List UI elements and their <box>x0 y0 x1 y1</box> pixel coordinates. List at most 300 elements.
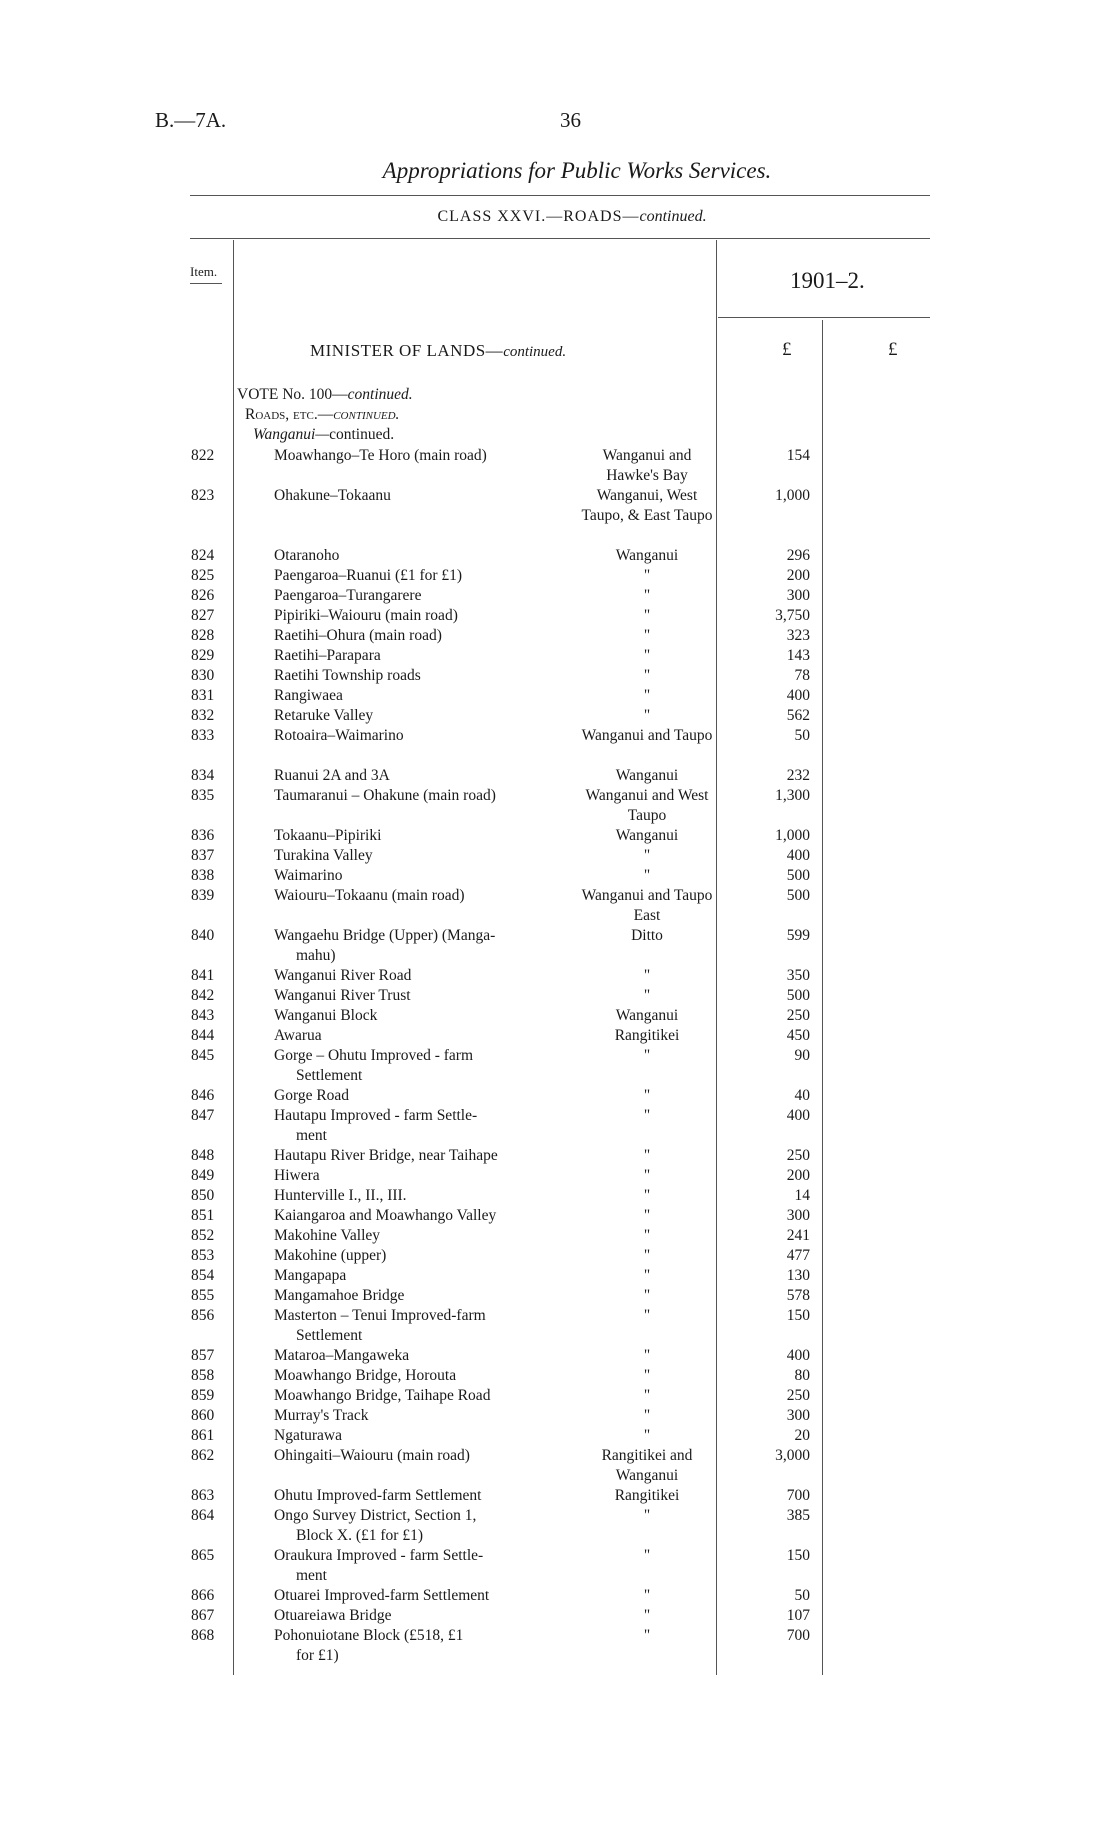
table-row <box>0 886 1114 926</box>
table-row <box>0 666 1114 686</box>
table-row <box>0 586 1114 606</box>
item-name <box>274 606 579 626</box>
item-district: Wanganui and Taupo <box>581 727 713 744</box>
item-name-text: Rangiwaea <box>274 687 343 704</box>
item-number: 859 <box>191 1387 215 1404</box>
item-district: " <box>643 667 651 684</box>
item-name-text: Pohonuiotane Block (£518, £1 <box>274 1627 464 1644</box>
item-name <box>274 1006 579 1026</box>
table-row <box>0 1446 1114 1486</box>
item-district: " <box>643 1267 651 1284</box>
table-row <box>0 1286 1114 1306</box>
item-amount: 500 <box>786 887 810 904</box>
item-name <box>274 886 579 906</box>
item-district: Wanganui <box>615 767 679 784</box>
item-amount: 296 <box>786 547 810 564</box>
item-district: " <box>643 1247 651 1264</box>
item-name <box>274 1426 579 1446</box>
item-amount: 578 <box>786 1287 810 1304</box>
item-district: " <box>643 1087 651 1104</box>
table-row <box>0 486 1114 546</box>
item-number: 834 <box>191 767 215 784</box>
table-row <box>0 1086 1114 1106</box>
item-name-text: Moawhango–Te Horo (main road) <box>274 447 487 464</box>
item-district: " <box>643 1227 651 1244</box>
item-number: 823 <box>191 487 215 504</box>
item-number: 850 <box>191 1187 215 1204</box>
item-name-text: Raetihi–Parapara <box>274 647 381 664</box>
district-subheading-continued: continued. <box>329 426 395 443</box>
item-name <box>274 986 579 1006</box>
item-district: Wanganui <box>615 827 679 844</box>
table-row <box>0 646 1114 666</box>
item-name <box>274 626 579 646</box>
item-name <box>274 586 579 606</box>
item-amount: 90 <box>794 1047 810 1064</box>
item-amount: 150 <box>786 1547 810 1564</box>
item-name-text: Hautapu Improved - farm Settle- <box>274 1107 478 1124</box>
item-district: " <box>643 1547 651 1564</box>
item-number: 845 <box>191 1047 215 1064</box>
item-district: " <box>643 967 651 984</box>
item-district: " <box>643 687 651 704</box>
item-amount: 241 <box>786 1227 810 1244</box>
item-number: 868 <box>191 1627 215 1644</box>
item-name-text: Mataroa–Mangaweka <box>274 1347 410 1364</box>
item-number: 835 <box>191 787 215 804</box>
item-name <box>274 706 579 726</box>
item-amount: 143 <box>786 647 810 664</box>
item-number: 825 <box>191 567 215 584</box>
item-name-text: Wanganui River Trust <box>274 987 411 1004</box>
item-amount: 20 <box>794 1427 810 1444</box>
item-name <box>274 1386 579 1406</box>
table-row <box>0 1506 1114 1546</box>
table-row <box>0 826 1114 846</box>
item-amount: 477 <box>786 1247 810 1264</box>
item-number: 862 <box>191 1447 215 1464</box>
item-number: 840 <box>191 927 215 944</box>
item-name-text: Waiouru–Tokaanu (main road) <box>274 887 465 904</box>
item-name <box>274 1266 579 1286</box>
item-number: 832 <box>191 707 215 724</box>
table-row <box>0 866 1114 886</box>
table-row <box>0 686 1114 706</box>
item-name <box>274 1186 579 1206</box>
item-district: " <box>643 987 651 1004</box>
item-name-text: Ngaturawa <box>274 1427 342 1444</box>
item-number: 827 <box>191 607 215 624</box>
item-name-text: Hunterville I., II., III. <box>274 1187 407 1204</box>
item-name <box>274 666 579 686</box>
item-district: " <box>643 1307 651 1324</box>
item-number: 826 <box>191 587 215 604</box>
item-district: " <box>643 1627 651 1644</box>
item-amount: 130 <box>786 1267 810 1284</box>
item-district: " <box>643 1407 651 1424</box>
item-name <box>274 446 579 466</box>
item-name-text: Mangamahoe Bridge <box>274 1287 405 1304</box>
class-heading-continued: continued. <box>639 208 707 225</box>
table-row <box>0 1426 1114 1446</box>
pound-sign-col1: £ <box>782 339 792 360</box>
item-number: 846 <box>191 1087 215 1104</box>
table-row <box>0 1006 1114 1026</box>
table-row <box>0 1486 1114 1506</box>
item-number: 855 <box>191 1287 215 1304</box>
item-name <box>274 786 579 806</box>
item-name <box>274 1546 579 1586</box>
table-row <box>0 786 1114 826</box>
item-name-text: Moawhango Bridge, Taihape Road <box>274 1387 491 1404</box>
item-name <box>274 546 579 566</box>
item-amount: 200 <box>786 1167 810 1184</box>
item-district: " <box>643 1147 651 1164</box>
item-name-text: Mangapapa <box>274 1267 347 1284</box>
minister-heading-continued: continued. <box>503 344 567 360</box>
item-district: " <box>643 867 651 884</box>
item-name <box>274 1146 579 1166</box>
item-district: Rangitikei <box>614 1027 680 1044</box>
item-name-continuation: for £1) <box>296 1647 339 1664</box>
item-name-text: Wangaehu Bridge (Upper) (Manga- <box>274 927 496 944</box>
item-name <box>274 1346 579 1366</box>
item-name-continuation: ment <box>296 1567 327 1584</box>
item-name-text: Makohine (upper) <box>274 1247 387 1264</box>
item-number: 837 <box>191 847 215 864</box>
item-name-text: Makohine Valley <box>274 1227 381 1244</box>
item-district: " <box>643 847 651 864</box>
item-number: 849 <box>191 1167 215 1184</box>
item-number: 858 <box>191 1367 215 1384</box>
item-number: 828 <box>191 627 215 644</box>
item-number: 851 <box>191 1207 215 1224</box>
item-amount: 154 <box>786 447 810 464</box>
item-number: 848 <box>191 1147 215 1164</box>
item-number: 836 <box>191 827 215 844</box>
item-amount: 250 <box>786 1147 810 1164</box>
item-amount: 107 <box>786 1607 810 1624</box>
item-amount: 385 <box>786 1507 810 1524</box>
table-row <box>0 1606 1114 1626</box>
item-name <box>274 1606 579 1626</box>
table-row <box>0 446 1114 486</box>
item-amount: 1,300 <box>775 787 810 804</box>
table-row <box>0 1106 1114 1146</box>
item-amount: 40 <box>794 1087 810 1104</box>
item-district: Wanganui and Taupo East <box>581 887 713 924</box>
item-name-text: Paengaroa–Turangarere <box>274 587 422 604</box>
table-row <box>0 846 1114 866</box>
item-amount: 700 <box>786 1487 810 1504</box>
item-name-text: Pipiriki–Waiouru (main road) <box>274 607 458 624</box>
item-district: " <box>643 567 651 584</box>
table-row <box>0 706 1114 726</box>
item-number: 830 <box>191 667 215 684</box>
table-row <box>0 1266 1114 1286</box>
item-name-text: Retaruke Valley <box>274 707 374 724</box>
vote-heading-continued: continued. <box>347 386 413 403</box>
table-row <box>0 566 1114 586</box>
item-amount: 50 <box>794 1587 810 1604</box>
item-amount: 250 <box>786 1007 810 1024</box>
item-amount: 150 <box>786 1307 810 1324</box>
item-name-text: Hiwera <box>274 1167 320 1184</box>
table-row <box>0 1626 1114 1666</box>
item-number: 839 <box>191 887 215 904</box>
page-number: 36 <box>560 108 581 132</box>
item-district: " <box>643 1387 651 1404</box>
item-name <box>274 726 579 746</box>
item-amount: 400 <box>786 1347 810 1364</box>
item-district: " <box>643 1507 651 1524</box>
item-amount: 250 <box>786 1387 810 1404</box>
item-district: " <box>643 1047 651 1064</box>
item-amount: 3,750 <box>775 607 810 624</box>
item-district: " <box>643 1287 651 1304</box>
item-amount: 400 <box>786 687 810 704</box>
item-district: Wanganui <box>615 1007 679 1024</box>
item-name-text: Hautapu River Bridge, near Taihape <box>274 1147 498 1164</box>
item-number: 844 <box>191 1027 215 1044</box>
item-district: " <box>643 1107 651 1124</box>
district-subheading-name: Wanganui— <box>253 426 330 443</box>
item-district: " <box>643 1607 651 1624</box>
item-name-text: Gorge – Ohutu Improved - farm <box>274 1047 474 1064</box>
item-name-text: Raetihi–Ohura (main road) <box>274 627 442 644</box>
item-name-continuation: ment <box>296 1127 327 1144</box>
item-name-text: Ohutu Improved-farm Settlement <box>274 1487 482 1504</box>
item-name <box>274 1166 579 1186</box>
item-district: " <box>643 1427 651 1444</box>
item-number: 852 <box>191 1227 215 1244</box>
minister-heading-text: MINISTER OF LANDS— <box>310 341 504 360</box>
year-column-header: 1901–2. <box>790 268 865 293</box>
item-district: Wanganui <box>615 547 679 564</box>
item-name <box>274 486 579 506</box>
item-name <box>274 1306 579 1346</box>
item-amount: 3,000 <box>775 1447 810 1464</box>
vote-heading-text: VOTE No. 100— <box>237 386 348 403</box>
table-row <box>0 1366 1114 1386</box>
item-name <box>274 686 579 706</box>
item-number: 842 <box>191 987 215 1004</box>
item-name <box>274 1086 579 1106</box>
item-district: Wanganui, West Taupo, & East Taupo <box>581 487 713 524</box>
item-amount: 450 <box>786 1027 810 1044</box>
item-number: 861 <box>191 1427 215 1444</box>
item-number: 831 <box>191 687 215 704</box>
item-name-text: Waimarino <box>274 867 343 884</box>
item-amount: 500 <box>786 987 810 1004</box>
item-name-text: Ongo Survey District, Section 1, <box>274 1507 477 1524</box>
item-name <box>274 1106 579 1146</box>
item-amount: 50 <box>794 727 810 744</box>
item-number: 824 <box>191 547 215 564</box>
item-number: 838 <box>191 867 215 884</box>
table-row <box>0 1026 1114 1046</box>
item-name <box>274 1226 579 1246</box>
table-row <box>0 1166 1114 1186</box>
item-column-header: Item. <box>190 264 218 279</box>
item-district: " <box>643 1187 651 1204</box>
table-row <box>0 1386 1114 1406</box>
item-district: " <box>643 707 651 724</box>
table-row <box>0 1546 1114 1586</box>
item-name-continuation: Settlement <box>296 1327 363 1344</box>
item-district: Wanganui and Hawke's Bay <box>602 447 692 484</box>
item-amount: 14 <box>794 1187 810 1204</box>
page-title: Appropriations for Public Works Services. <box>382 158 772 183</box>
item-name-text: Moawhango Bridge, Horouta <box>274 1367 457 1384</box>
item-name-text: Otuarei Improved-farm Settlement <box>274 1587 490 1604</box>
item-number: 854 <box>191 1267 215 1284</box>
item-name-text: Tokaanu–Pipiriki <box>274 827 382 844</box>
item-amount: 80 <box>794 1367 810 1384</box>
item-number: 860 <box>191 1407 215 1424</box>
class-heading-text: CLASS XXVI.—ROADS— <box>437 208 640 225</box>
table-row <box>0 726 1114 766</box>
item-name <box>274 966 579 986</box>
item-name-text: Wanganui Block <box>274 1007 378 1024</box>
item-district: " <box>643 587 651 604</box>
item-amount: 323 <box>786 627 810 644</box>
item-name-text: Oraukura Improved - farm Settle- <box>274 1547 484 1564</box>
item-amount: 200 <box>786 567 810 584</box>
table-row <box>0 966 1114 986</box>
item-name <box>274 1046 579 1086</box>
item-number: 833 <box>191 727 215 744</box>
item-name <box>274 1486 579 1506</box>
item-amount: 599 <box>786 927 810 944</box>
item-amount: 1,000 <box>775 487 810 504</box>
item-name <box>274 846 579 866</box>
item-name <box>274 1026 579 1046</box>
item-number: 865 <box>191 1547 215 1564</box>
item-name <box>274 1206 579 1226</box>
item-amount: 1,000 <box>775 827 810 844</box>
item-amount: 232 <box>786 767 810 784</box>
table-row <box>0 986 1114 1006</box>
item-amount: 300 <box>786 1407 810 1424</box>
table-row <box>0 1346 1114 1366</box>
table-row <box>0 1586 1114 1606</box>
item-district: " <box>643 647 651 664</box>
table-row <box>0 606 1114 626</box>
item-amount: 500 <box>786 867 810 884</box>
item-amount: 400 <box>786 1107 810 1124</box>
table-row <box>0 766 1114 786</box>
item-name-text: Ohakune–Tokaanu <box>274 487 391 504</box>
item-name <box>274 1586 579 1606</box>
item-name-text: Otaranoho <box>274 547 340 564</box>
item-number: 853 <box>191 1247 215 1264</box>
item-name-continuation: Settlement <box>296 1067 363 1084</box>
item-district: Ditto <box>631 927 663 944</box>
item-district: " <box>643 1207 651 1224</box>
item-number: 864 <box>191 1507 215 1524</box>
item-name-continuation: Block X. (£1 for £1) <box>296 1527 423 1544</box>
item-name <box>274 1286 579 1306</box>
roads-heading-text: Roads, etc.— <box>245 406 334 423</box>
item-name <box>274 826 579 846</box>
item-number: 822 <box>191 447 215 464</box>
item-amount: 700 <box>786 1627 810 1644</box>
item-district: " <box>643 1367 651 1384</box>
item-district: " <box>643 607 651 624</box>
item-name-text: Raetihi Township roads <box>274 667 421 684</box>
table-row <box>0 1246 1114 1266</box>
item-district: Wanganui and West Taupo <box>585 787 709 824</box>
item-name-text: Masterton – Tenui Improved-farm <box>274 1307 486 1324</box>
table-row <box>0 926 1114 966</box>
item-amount: 400 <box>786 847 810 864</box>
item-name-text: Otuareiawa Bridge <box>274 1607 392 1624</box>
table-row <box>0 1206 1114 1226</box>
item-name-text: Kaiangaroa and Moawhango Valley <box>274 1207 497 1224</box>
pound-sign-col2: £ <box>888 339 898 360</box>
table-row <box>0 546 1114 566</box>
item-number: 841 <box>191 967 215 984</box>
item-district: Rangitikei <box>614 1487 680 1504</box>
item-name <box>274 1506 579 1546</box>
item-name <box>274 1406 579 1426</box>
item-name-text: Taumaranui – Ohakune (main road) <box>274 787 496 804</box>
item-number: 847 <box>191 1107 215 1124</box>
roads-heading-continued: continued. <box>333 406 400 423</box>
item-name <box>274 1366 579 1386</box>
item-name-text: Murray's Track <box>274 1407 369 1424</box>
item-name-text: Ruanui 2A and 3A <box>274 767 390 784</box>
item-district: " <box>643 1587 651 1604</box>
item-name-text: Rotoaira–Waimarino <box>274 727 404 744</box>
item-district: Rangitikei and Wanganui <box>601 1447 693 1484</box>
item-name-text: Awarua <box>274 1027 322 1044</box>
item-name <box>274 1446 579 1466</box>
item-name-continuation: mahu) <box>296 947 336 964</box>
item-name-text: Gorge Road <box>274 1087 350 1104</box>
item-name <box>274 646 579 666</box>
item-district: " <box>643 627 651 644</box>
item-name-text: Wanganui River Road <box>274 967 412 984</box>
item-amount: 300 <box>786 587 810 604</box>
item-amount: 78 <box>794 667 810 684</box>
item-name-text: Turakina Valley <box>274 847 373 864</box>
item-name-text: Paengaroa–Ruanui (£1 for £1) <box>274 567 463 584</box>
item-number: 867 <box>191 1607 215 1624</box>
item-number: 857 <box>191 1347 215 1364</box>
table-row <box>0 1226 1114 1246</box>
item-district: " <box>643 1347 651 1364</box>
item-amount: 300 <box>786 1207 810 1224</box>
item-number: 843 <box>191 1007 215 1024</box>
document-reference: B.—7A. <box>155 108 227 132</box>
item-name <box>274 1246 579 1266</box>
item-name-text: Ohingaiti–Waiouru (main road) <box>274 1447 470 1464</box>
item-name <box>274 926 579 966</box>
item-amount: 562 <box>786 707 810 724</box>
table-row <box>0 1186 1114 1206</box>
item-name <box>274 766 579 786</box>
item-name <box>274 1626 579 1666</box>
item-name <box>274 566 579 586</box>
item-number: 866 <box>191 1587 215 1604</box>
item-name <box>274 866 579 886</box>
item-amount: 350 <box>786 967 810 984</box>
table-row <box>0 1406 1114 1426</box>
item-number: 829 <box>191 647 215 664</box>
table-row <box>0 1306 1114 1346</box>
